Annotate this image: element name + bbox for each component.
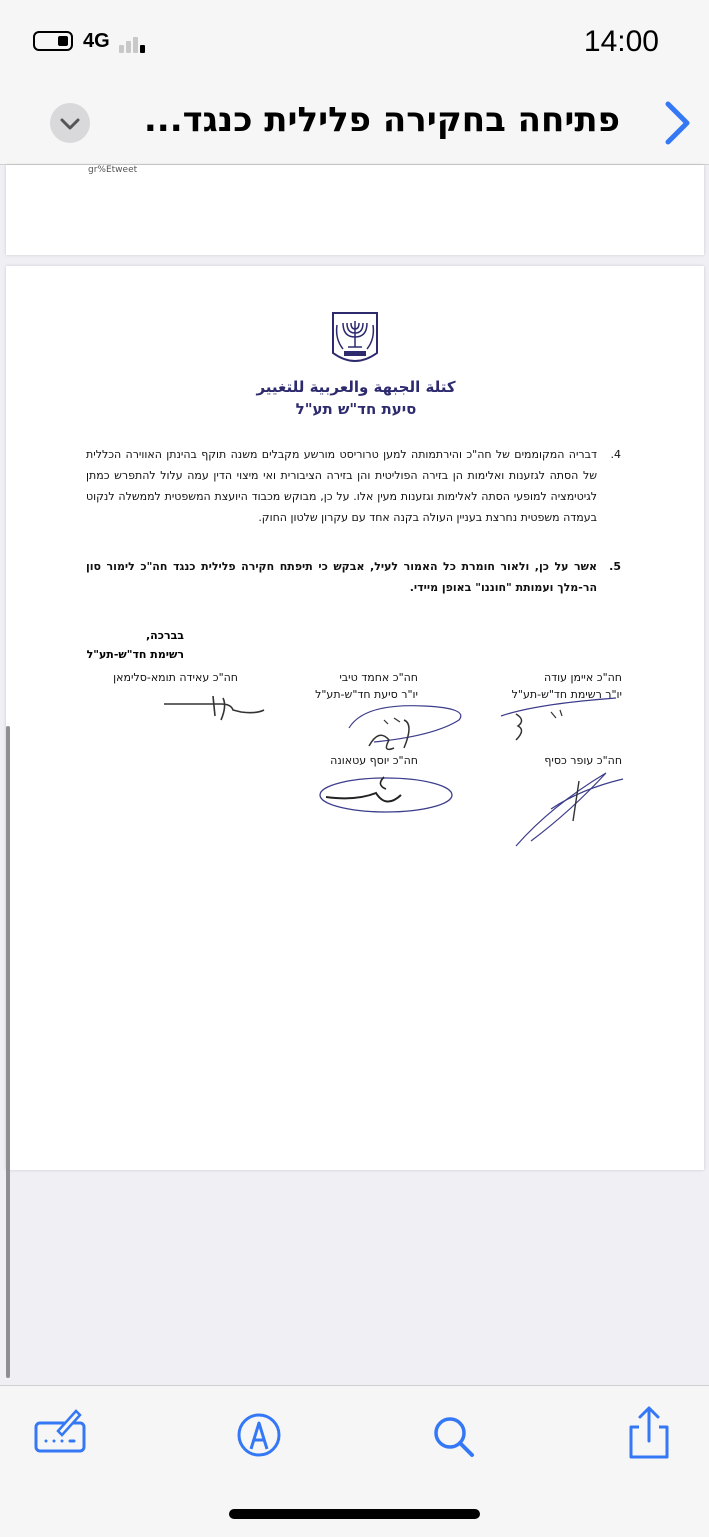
item-5-number: 5. <box>609 560 621 573</box>
share-icon[interactable] <box>621 1405 677 1461</box>
signatory-tibi: חה"כ אחמד טיבי יו"ר סיעת חד"ש-תע"ל <box>315 671 418 701</box>
party-heading-arabic: كتلة الجبهة والعربية للتغيير <box>256 378 456 396</box>
search-icon[interactable] <box>426 1405 482 1461</box>
signatory-touma-sliman: חה"כ עאידה תומא-סלימאן <box>113 671 238 684</box>
closing <box>87 626 184 664</box>
signatory-atauna: חה"כ יוסף עטאונה <box>330 754 418 767</box>
markup-icon[interactable] <box>32 1405 88 1461</box>
state-emblem-icon <box>331 311 379 366</box>
signature-tibi <box>344 698 469 758</box>
greeting: בברכה, <box>145 629 184 642</box>
item-5 <box>86 556 621 598</box>
previous-page <box>6 165 704 255</box>
chevron-right-icon[interactable] <box>662 100 692 146</box>
item-4 <box>86 444 621 528</box>
title-dropdown-button[interactable] <box>50 103 90 143</box>
party-heading-hebrew: סיעת חד"ש תע"ל <box>295 400 417 418</box>
signature-atauna <box>316 771 466 821</box>
chevron-down-icon <box>50 103 90 143</box>
previous-page-snippet: gr%Etweet <box>88 165 138 175</box>
item-5-text: אשר על כן, ולאור חומרת כל האמור לעיל, אבקש כי תיפתח חקירה פלילית כנגד חה"כ לימור סון הר-מלך ועמותת "חוננו" באופן מיידי. <box>86 560 597 594</box>
document-title: פתיחה בחקירה פלילית כנגד... <box>143 100 620 140</box>
item-4-text: דבריה המקוממים של חה"כ והירתמותה למען טרוריסט מורשע מקבלים משנה תוקף בהינתן האווירה הכללית של הסתה לגזענות ואלימות הן בזירה הפוליטית והן בזירה הציבורית ואי מיצוי הדין עמה עלול להתפרש כמתן לגיטימציה למופעי הסתה לאלימות וגזענות מעין אלו. על כן, מבוקש מכבוד היועצת המשפטית לממשלה לנקוט בעמדה משפטית נחרצת בעניין העולה בקנה אחד עם עקרון שלטון החוק. <box>86 448 597 524</box>
clock: 14:00 <box>583 25 659 58</box>
document-page <box>6 266 704 1170</box>
signature-odeh <box>496 694 626 744</box>
signatory-list: רשימת חד"ש-תע"ל <box>86 648 184 661</box>
item-4-number: 4. <box>610 448 621 461</box>
network-type: 4G <box>83 30 110 52</box>
home-indicator[interactable] <box>229 1509 480 1519</box>
scroll-indicator[interactable] <box>6 726 10 1378</box>
annotate-icon[interactable] <box>231 1405 287 1461</box>
signature-touma-sliman <box>161 690 271 726</box>
signal-strength-icon <box>119 33 155 53</box>
signatory-odeh: חה"כ איימן עודה יו"ר רשימת חד"ש-תע"ל <box>511 671 622 701</box>
battery-icon <box>33 31 73 51</box>
signatory-cassif: חה"כ עופר כסיף <box>544 754 622 767</box>
signature-cassif <box>511 771 626 851</box>
status-bar <box>0 0 709 80</box>
